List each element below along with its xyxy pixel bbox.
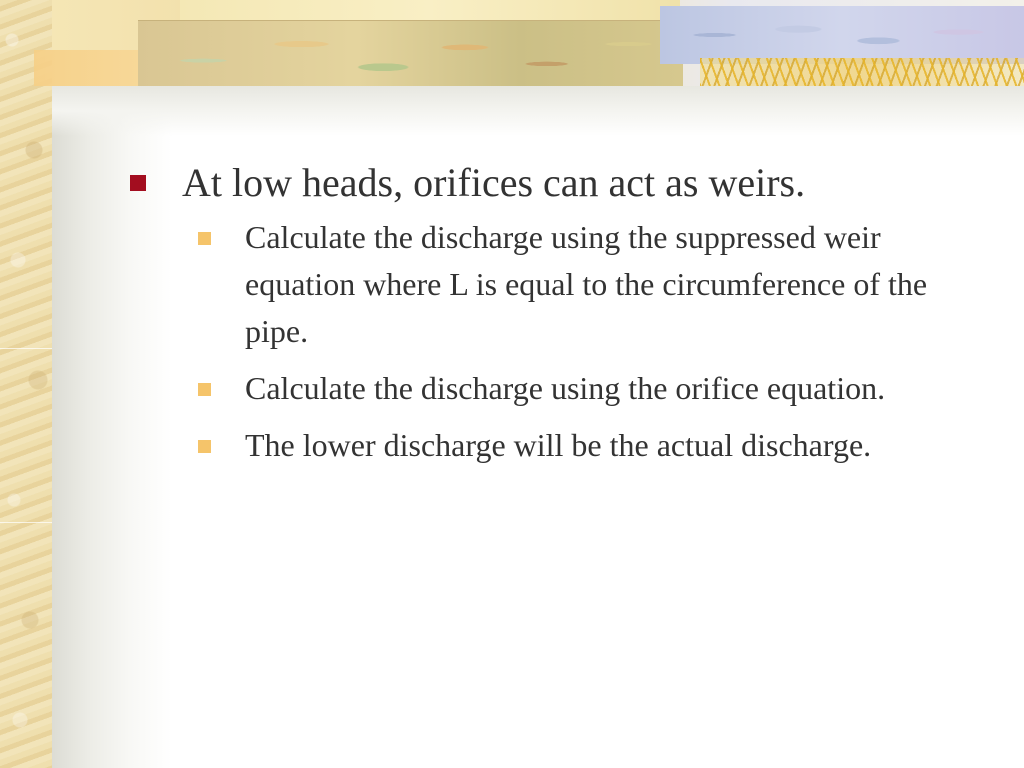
square-sub-bullet-icon [198,383,211,396]
slide-content [130,160,980,479]
square-bullet-icon [130,175,146,191]
banner-blue-flowers-image [660,6,1024,64]
banner-wheat-image [700,58,1024,88]
sub-bullet [198,214,980,355]
sub-bullet-text: Calculate the discharge using the suppressed weir equation where L is equal to the circumference of the pipe. [245,219,928,349]
parchment-border-decoration [0,0,52,768]
banner-upper-panel-decoration [180,0,680,22]
sub-bullet [198,422,980,469]
bullet-text: At low heads, orifices can act as weirs. [182,160,806,205]
sub-bullet-list [198,214,980,469]
sub-bullet-text: Calculate the discharge using the orifice equation. [245,370,886,406]
banner-shadow-decoration [52,86,1024,136]
bullet-level-1 [130,160,980,206]
sub-bullet [198,365,980,412]
square-sub-bullet-icon [198,440,211,453]
sub-bullet-text: The lower discharge will be the actual discharge. [245,427,872,463]
square-sub-bullet-icon [198,232,211,245]
banner-leaf-image [138,20,683,87]
